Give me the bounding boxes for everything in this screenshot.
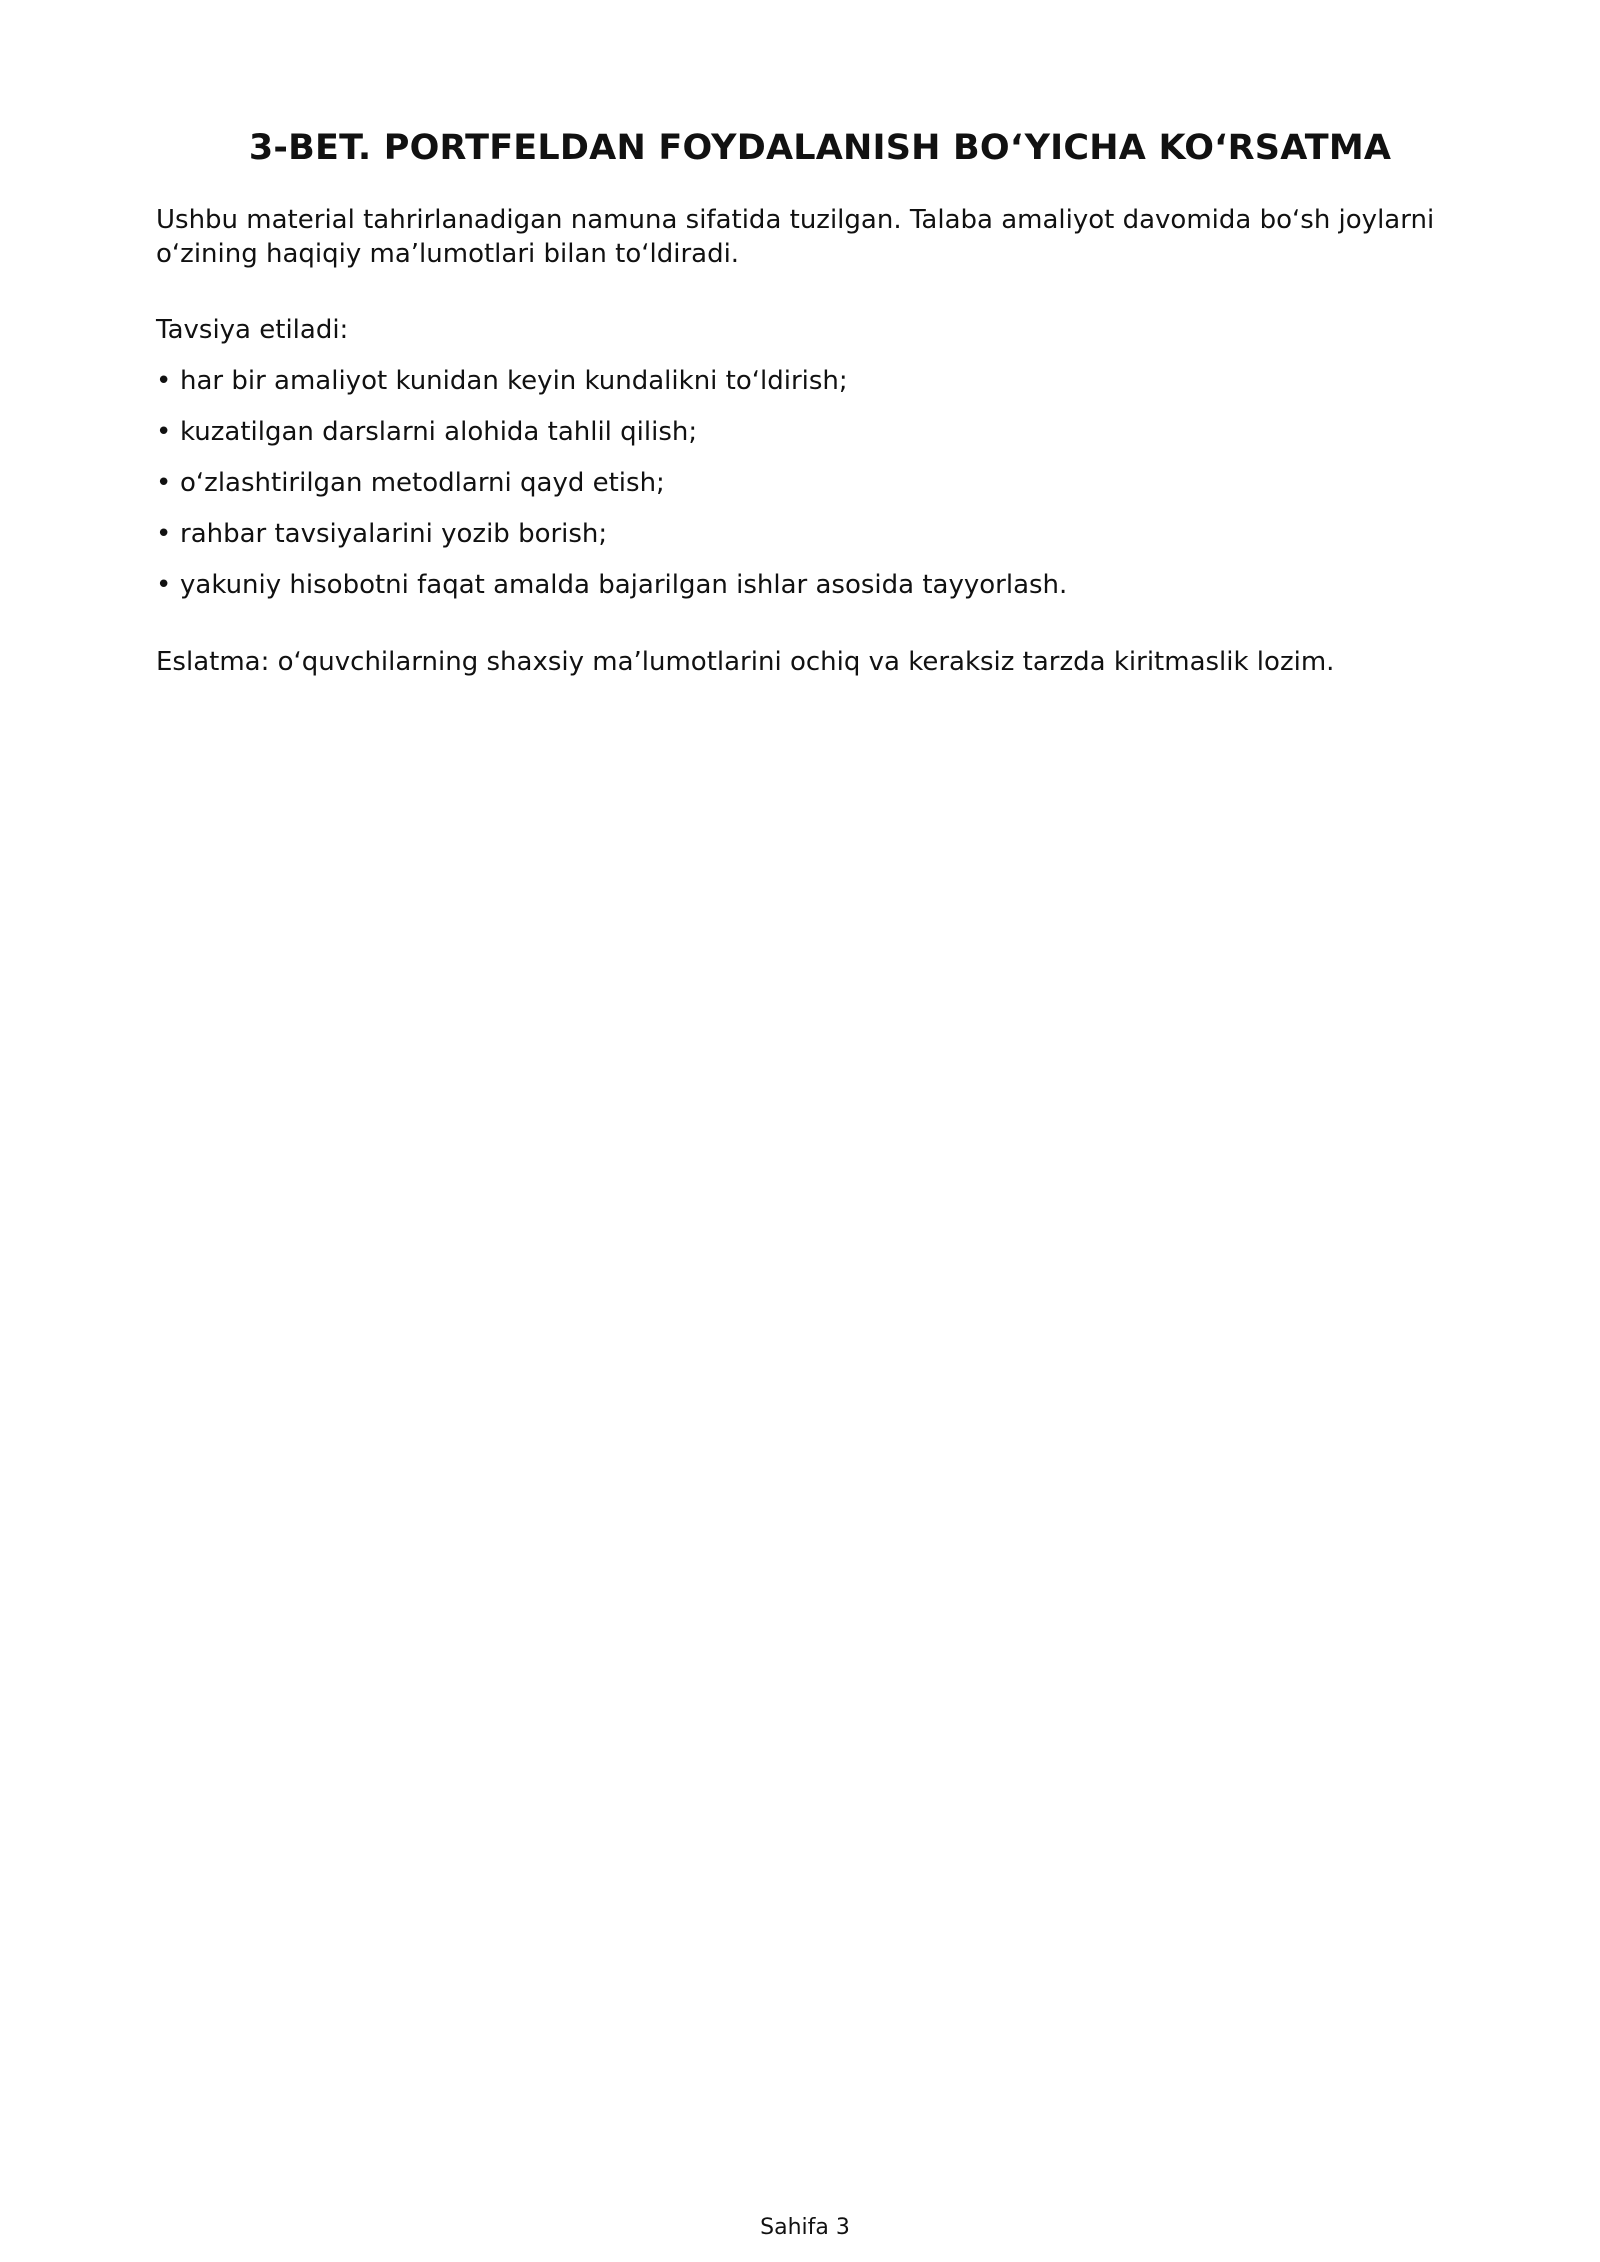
list-item [156,568,1067,602]
list-item [156,364,1067,398]
page-title: 3-BET. PORTFELDAN FOYDALANISH BOʻYICHA KOʻRSATMA [248,128,1392,168]
recommendations-heading: Tavsiya etiladi: [156,315,349,345]
recommendations-list [156,364,1067,619]
list-item-text: rahbar tavsiyalarini yozib borish; [180,519,608,549]
intro-paragraph: Ushbu material tahrirlanadigan namuna sifatida tuzilgan. Talaba amaliyot davomida boʻsh joylarni oʻzining haqiqiy maʼlumotlari bilan toʻldiradi. [156,205,1435,269]
bullet-icon: • [156,519,172,549]
list-item-text: yakuniy hisobotni faqat amalda bajarilgan ishlar asosida tayyorlash. [180,570,1068,600]
bullet-icon: • [156,570,172,600]
list-item [156,466,1067,500]
list-item [156,415,1067,449]
bullet-icon: • [156,468,172,498]
list-item-text: har bir amaliyot kunidan keyin kundalikni toʻldirish; [180,366,848,396]
bullet-icon: • [156,366,172,396]
bullet-icon: • [156,417,172,447]
page-number: Sahifa 3 [760,2215,850,2240]
note-paragraph: Eslatma: oʻquvchilarning shaxsiy maʼlumotlarini ochiq va keraksiz tarzda kiritmaslik lozim. [156,647,1335,677]
list-item-text: oʻzlashtirilgan metodlarni qayd etish; [180,468,665,498]
list-item-text: kuzatilgan darslarni alohida tahlil qilish; [180,417,698,447]
list-item [156,517,1067,551]
